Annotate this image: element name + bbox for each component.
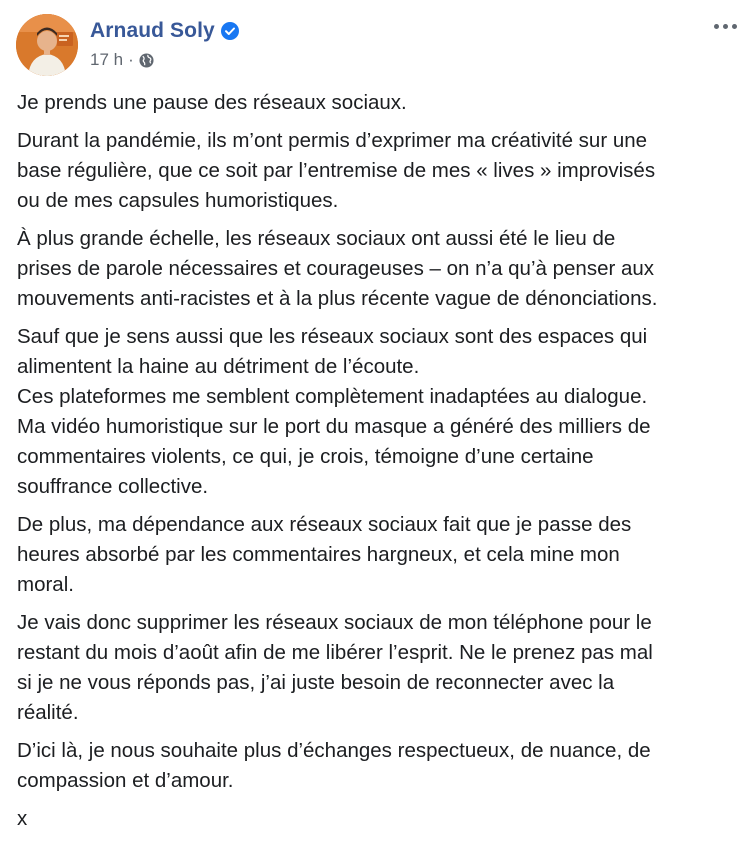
- post-paragraph: D’ici là, je nous souhaite plus d’échanges respectueux, de nuance, de compassion et d’amour.: [17, 739, 651, 792]
- post-meta: [90, 14, 239, 70]
- avatar-image: [16, 14, 78, 76]
- globe-icon[interactable]: [139, 53, 154, 68]
- verified-badge-icon: [221, 22, 239, 40]
- post-subline: [90, 50, 239, 70]
- post-paragraph: Sauf que je sens aussi que les réseaux sociaux sont des espaces qui alimentent la haine au détriment de l’écoute. Ces plateformes me semblent complètement inadaptées au dialogue. Ma vidéo humoristique sur le port du masque a généré des milliers de commentaires violents, ce qui, je crois, témoigne d’une certaine souffrance collective.: [17, 325, 651, 498]
- post-paragraph: De plus, ma dépendance aux réseaux sociaux fait que je passe des heures absorbé par les commentaires hargneux, et cela mine mon moral.: [17, 513, 632, 596]
- post-body: [17, 88, 737, 842]
- post-paragraph: x: [17, 807, 28, 830]
- more-dot: [723, 24, 728, 29]
- post-header: [16, 14, 239, 76]
- post-paragraph: Durant la pandémie, ils m’ont permis d’exprimer ma créativité sur une base régulière, que ce soit par l’entremise de mes « lives » improvisés ou de mes capsules humoristiques.: [17, 129, 656, 212]
- avatar[interactable]: [16, 14, 78, 76]
- more-options-icon[interactable]: [710, 14, 740, 38]
- post-timestamp[interactable]: 17 h: [90, 50, 124, 69]
- author-row: [90, 18, 239, 44]
- more-dot: [714, 24, 719, 29]
- author-name[interactable]: Arnaud Soly: [90, 19, 215, 42]
- meta-separator: ·: [128, 50, 134, 69]
- post-paragraph: Je prends une pause des réseaux sociaux.: [17, 91, 407, 114]
- more-dot: [732, 24, 737, 29]
- post-paragraph: Je vais donc supprimer les réseaux sociaux de mon téléphone pour le restant du mois d’août afin de me libérer l’esprit. Ne le prenez pas mal si je ne vous réponds pas, j’ai juste besoin de reconnecter avec la réalité.: [17, 611, 653, 724]
- post-paragraph: À plus grande échelle, les réseaux sociaux ont aussi été le lieu de prises de parole nécessaires et courageuses – on n’a qu’à penser aux mouvements anti-racistes et à la plus récente vague de dénonciations.: [17, 227, 658, 310]
